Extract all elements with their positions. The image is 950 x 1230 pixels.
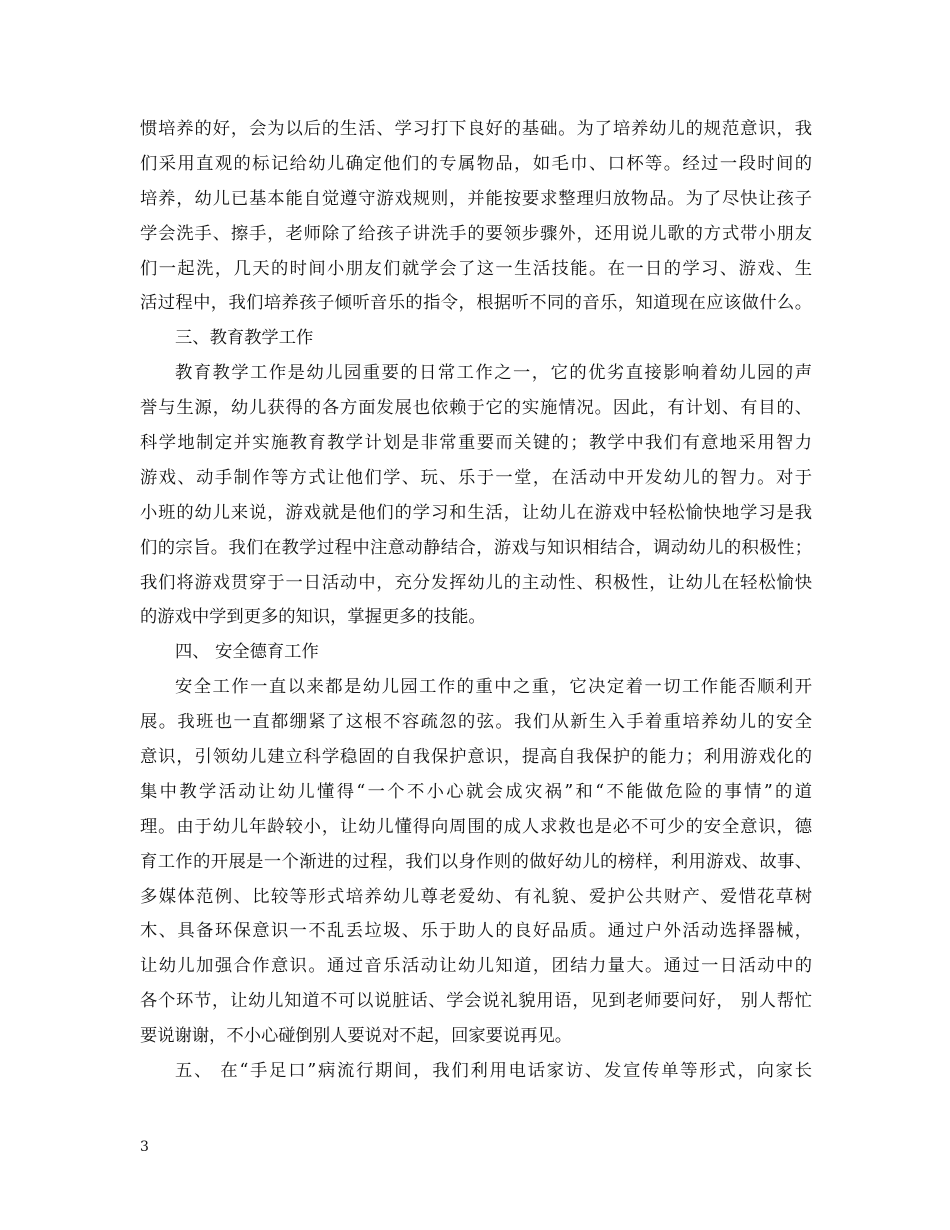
text-line: 多媒体范例、比较等形式培养幼儿尊老爱幼、有礼貌、爱护公共财产、爱惜花草树 (140, 886, 812, 907)
text-line: 理。由于幼儿年龄较小，让幼儿懂得向周围的成人求救也是必不可少的安全意识，德 (140, 816, 812, 837)
text-line: 的游戏中学到更多的知识，掌握更多的技能。 (140, 607, 486, 628)
text-line: 各个环节，让幼儿知道不可以说脏话、学会说礼貌用语，见到老师要问好， 别人帮忙 (140, 991, 812, 1012)
text-line: 木、具备环保意识一不乱丢垃圾、乐于助人的良好品质。通过户外活动选择器械， (140, 921, 812, 942)
text-line: 教育教学工作是幼儿园重要的日常工作之一，它的优劣直接影响着幼儿园的声 (175, 363, 812, 384)
document-body (140, 112, 812, 1089)
text-line: 科学地制定并实施教育教学计划是非常重要而关键的；教学中我们有意地采用智力 (140, 433, 812, 454)
text-line: 要说谢谢，不小心碰倒别人要说对不起，回家要说再见。 (140, 1026, 573, 1047)
text-line: 三、教育教学工作 (175, 328, 314, 349)
text-line: 让幼儿加强合作意识。通过音乐活动让幼儿知道，团结力量大。通过一日活动中的 (140, 956, 812, 977)
text-line: 誉与生源，幼儿获得的各方面发展也依赖于它的实施情况。因此，有计划、有目的、 (140, 398, 812, 419)
text-line: 活过程中，我们培养孩子倾听音乐的指令，根据听不同的音乐，知道现在应该做什么。 (140, 293, 812, 314)
text-line: 们的宗旨。我们在教学过程中注意动静结合，游戏与知识相结合，调动幼儿的积极性； (140, 537, 812, 558)
page-number: 3 (140, 1139, 149, 1155)
text-line: 五、 在“手足口”病流行期间，我们利用电话家访、发宣传单等形式，向家长 (175, 1061, 812, 1082)
text-line: 学会洗手、擦手，老师除了给孩子讲洗手的要领步骤外，还用说儿歌的方式带小朋友 (140, 223, 812, 244)
text-line: 意识，引领幼儿建立科学稳固的自我保护意识，提高自我保护的能力；利用游戏化的 (140, 747, 812, 768)
text-line: 小班的幼儿来说，游戏就是他们的学习和生活，让幼儿在游戏中轻松愉快地学习是我 (140, 502, 812, 523)
text-line: 集中教学活动让幼儿懂得“一个不小心就会成灾祸”和“不能做危险的事情”的道 (140, 781, 812, 802)
text-line: 游戏、动手制作等方式让他们学、玩、乐于一堂，在活动中开发幼儿的智力。对于 (140, 467, 812, 488)
text-line: 展。我班也一直都绷紧了这根不容疏忽的弦。我们从新生入手着重培养幼儿的安全 (140, 712, 812, 733)
text-line: 安全工作一直以来都是幼儿园工作的重中之重，它决定着一切工作能否顺利开 (175, 677, 812, 698)
text-line: 培养，幼儿已基本能自觉遵守游戏规则，并能按要求整理归放物品。为了尽快让孩子 (140, 188, 812, 209)
text-line: 四、 安全德育工作 (175, 642, 319, 663)
text-line: 我们将游戏贯穿于一日活动中，充分发挥幼儿的主动性、积极性，让幼儿在轻松愉快 (140, 572, 812, 593)
text-line: 育工作的开展是一个渐进的过程，我们以身作则的做好幼儿的榜样，利用游戏、故事、 (140, 851, 812, 872)
text-line: 们一起洗，几天的时间小朋友们就学会了这一生活技能。在一日的学习、游戏、生 (140, 258, 812, 279)
text-line: 们采用直观的标记给幼儿确定他们的专属物品，如毛巾、口杯等。经过一段时间的 (140, 153, 812, 174)
text-line: 惯培养的好，会为以后的生活、学习打下良好的基础。为了培养幼儿的规范意识，我 (140, 119, 812, 139)
